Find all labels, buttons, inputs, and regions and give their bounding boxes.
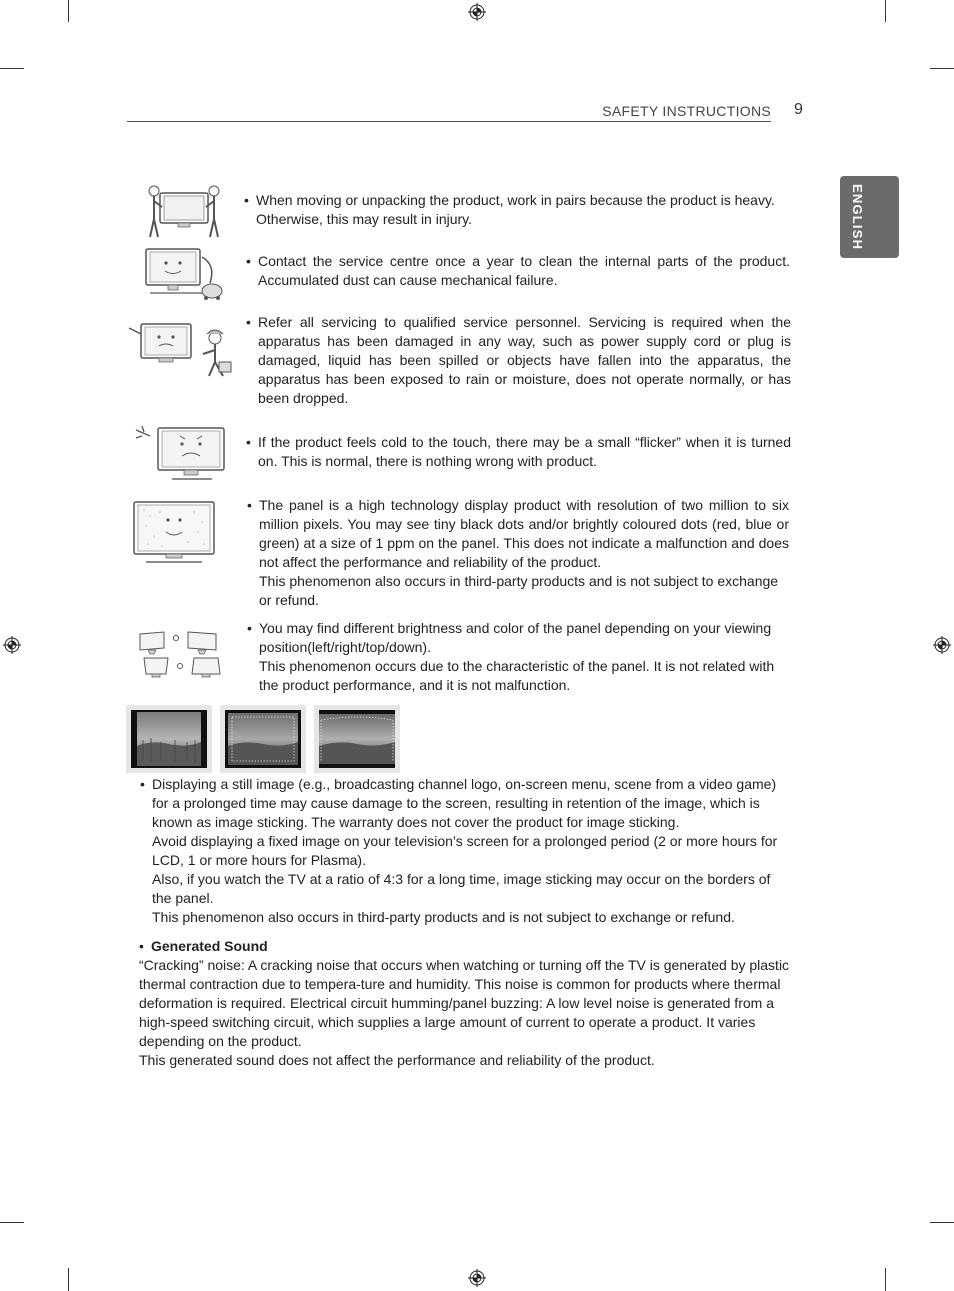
crop-mark — [885, 1268, 886, 1291]
item-line: Also, if you watch the TV at a ratio of 4:3 for a long time, image sticking may occur on the borders of the panel. — [152, 871, 771, 906]
tv-with-service-technician-icon — [127, 318, 235, 380]
item-line: The panel is a high technology display product with resolution of two million to six million pixels. You may see tiny black dots and/or brightly coloured dots (red, blue or green) at a size of 1 ppm on the panel. This does not indicate a malfunction and does not affect the performance and reliability of the product. — [259, 497, 789, 570]
bullet-marker: • — [247, 497, 252, 513]
crosshair-registration-icon — [933, 636, 951, 654]
bullet-marker: • — [246, 314, 251, 330]
bullet-marker: • — [247, 620, 252, 636]
item-line: When moving or unpacking the product, work in pairs because the product is heavy. — [256, 192, 775, 208]
list-item — [246, 433, 791, 473]
item-text — [258, 313, 791, 408]
item-line: This generated sound does not affect the performance and reliability of the product. — [139, 1052, 655, 1068]
item-text — [258, 433, 791, 471]
bullet-marker: • — [140, 776, 145, 792]
item-text — [259, 496, 789, 610]
item-line: Otherwise, this may result in injury. — [256, 211, 473, 227]
list-item — [140, 775, 790, 929]
item-line: This phenomenon also occurs in third-party products and is not subject to exchange or refund. — [152, 909, 735, 925]
header-divider — [127, 121, 771, 122]
item-text — [139, 937, 790, 1070]
tv-viewing-positions-icon — [136, 628, 228, 680]
crop-mark — [0, 68, 24, 69]
image-sticking-sample — [126, 705, 212, 773]
item-line: Displaying a still image (e.g., broadcasting channel logo, on-screen menu, scene from a video game) for a prolonged time may cause damage to the screen, resulting in retention of the image, which is known as image sticking. The warranty does not cover the product for image sticking. — [152, 776, 777, 830]
bullet-marker: • — [139, 938, 144, 954]
tv-panel-pixel-dots-icon — [132, 500, 218, 566]
bullet-marker: • — [246, 434, 251, 450]
image-sticking-sample-screens — [126, 705, 400, 773]
item-text — [259, 619, 790, 695]
tv-with-vacuum-cleaner-icon — [140, 243, 230, 303]
list-item — [246, 313, 791, 409]
language-tab — [840, 176, 899, 258]
language-tab-label: ENGLISH — [850, 184, 865, 251]
bullet-marker: • — [246, 253, 251, 269]
crosshair-registration-icon — [468, 1269, 486, 1287]
generated-sound-heading: Generated Sound — [151, 938, 268, 954]
crop-mark — [68, 0, 69, 22]
list-item — [247, 619, 790, 697]
item-text — [256, 191, 790, 229]
list-item — [244, 191, 790, 231]
page-number: 9 — [794, 101, 803, 118]
section-title: SAFETY INSTRUCTIONS — [602, 103, 771, 119]
item-line: “Cracking” noise: A cracking noise that occurs when watching or turning off the TV is generated by plastic thermal contraction due to tempera-ture and humidity. This noise is common for products where thermal deformation is required. Electrical circuit humming/panel buzzing: A low level noise is generated from a high-speed switching circuit, which supplies a large amount of current to operate a product. It varies depending on the product. — [139, 957, 790, 1049]
item-line: Contact the service centre once a year to clean the internal parts of the product. Accumulated dust can cause mechanical failure. — [258, 253, 790, 288]
crop-mark — [930, 1222, 954, 1223]
item-line: This phenomenon also occurs in third-party products and is not subject to exchange or refund. — [259, 573, 779, 608]
item-line: This phenomenon occurs due to the characteristic of the panel. It is not related with the product performance, and it is not malfunction. — [259, 658, 775, 693]
image-sticking-sample — [314, 705, 400, 773]
item-line: If the product feels cold to the touch, there may be a small “flicker” when it is turned on. This is normal, there is nothing wrong with product. — [258, 434, 791, 469]
crosshair-registration-icon — [3, 636, 21, 654]
image-sticking-sample — [220, 705, 306, 773]
crosshair-registration-icon — [468, 3, 486, 21]
list-item — [246, 252, 790, 292]
crop-mark — [930, 68, 954, 69]
item-text — [258, 252, 790, 290]
crop-mark — [0, 1222, 24, 1223]
item-text — [152, 775, 790, 927]
item-line: Avoid displaying a fixed image on your television’s screen for a prolonged period (2 or more hours for LCD, 1 or more hours for Plasma). — [152, 833, 778, 868]
list-item — [139, 937, 790, 1071]
list-item — [247, 496, 789, 612]
crop-mark — [68, 1268, 69, 1291]
tv-cold-touch-icon — [132, 422, 230, 484]
item-line: You may find different brightness and color of the panel depending on your viewing position(left/right/top/down). — [259, 620, 772, 655]
bullet-marker: • — [244, 192, 249, 208]
crop-mark — [885, 0, 886, 22]
two-people-carrying-tv-icon — [146, 183, 222, 241]
item-line: Refer all servicing to qualified service personnel. Servicing is required when the apparatus has been damaged in any way, such as power supply cord or plug is damaged, liquid has been spilled or objects have fallen into the apparatus, the apparatus has been exposed to rain or moisture, does not operate normally, or has been dropped. — [258, 314, 791, 406]
